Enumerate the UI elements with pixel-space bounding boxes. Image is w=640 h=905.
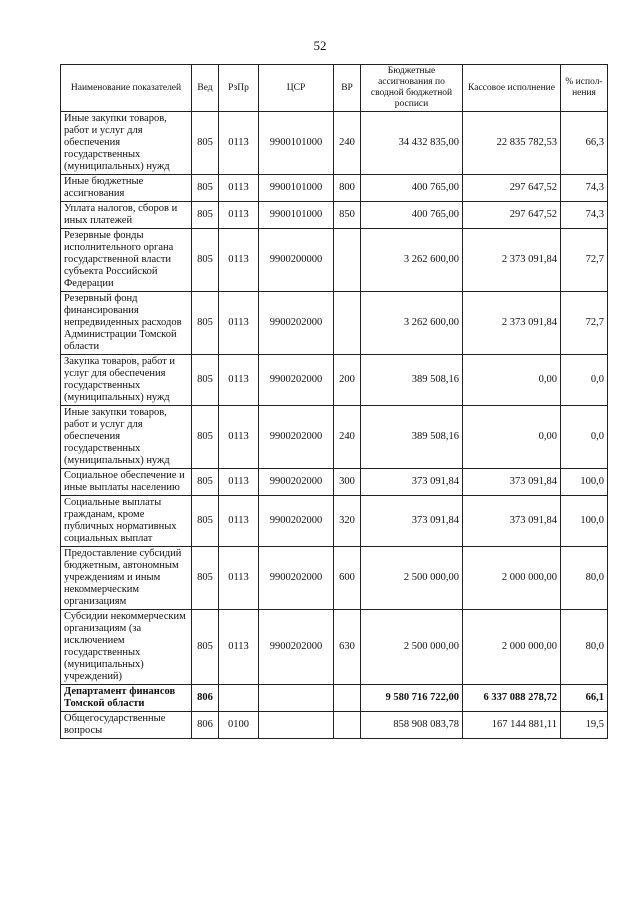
header-percent: % испол-нения — [561, 65, 608, 112]
cell-percent: 80,0 — [561, 547, 608, 610]
cell-budget: 373 091,84 — [361, 469, 463, 496]
cell-vr: 240 — [334, 406, 361, 469]
cell-percent: 0,0 — [561, 406, 608, 469]
cell-cash: 2 373 091,84 — [463, 229, 561, 292]
header-budget: Бюджетные ассигнования по сводной бюджетной росписи — [361, 65, 463, 112]
table-row — [61, 112, 608, 175]
cell-cash: 297 647,52 — [463, 202, 561, 229]
cell-name: Уплата налогов, сборов и иных платежей — [61, 202, 192, 229]
cell-cash: 373 091,84 — [463, 469, 561, 496]
cell-vr: 300 — [334, 469, 361, 496]
cell-budget: 389 508,16 — [361, 355, 463, 406]
cell-vr: 800 — [334, 175, 361, 202]
cell-vr: 850 — [334, 202, 361, 229]
header-vr: ВР — [334, 65, 361, 112]
cell-csr: 9900202000 — [259, 406, 334, 469]
cell-csr: 9900101000 — [259, 175, 334, 202]
cell-percent: 66,1 — [561, 685, 608, 712]
table-row — [61, 202, 608, 229]
header-csr: ЦСР — [259, 65, 334, 112]
cell-rzpr: 0113 — [219, 175, 259, 202]
cell-name: Общегосударственные вопросы — [61, 712, 192, 739]
cell-ved: 806 — [192, 712, 219, 739]
table-row — [61, 547, 608, 610]
cell-percent: 0,0 — [561, 355, 608, 406]
cell-vr: 200 — [334, 355, 361, 406]
cell-rzpr: 0113 — [219, 112, 259, 175]
cell-ved: 805 — [192, 496, 219, 547]
cell-csr — [259, 712, 334, 739]
cell-csr: 9900202000 — [259, 292, 334, 355]
cell-budget: 400 765,00 — [361, 202, 463, 229]
cell-ved: 805 — [192, 229, 219, 292]
table-row — [61, 469, 608, 496]
cell-ved: 805 — [192, 355, 219, 406]
cell-percent: 100,0 — [561, 496, 608, 547]
cell-name: Субсидии некоммерческим организациям (за исключением государственных (муниципальных) учреждений) — [61, 610, 192, 685]
cell-budget: 373 091,84 — [361, 496, 463, 547]
cell-percent: 72,7 — [561, 229, 608, 292]
cell-csr: 9900202000 — [259, 496, 334, 547]
table-row — [61, 496, 608, 547]
cell-ved: 805 — [192, 547, 219, 610]
header-cash: Кассовое исполнение — [463, 65, 561, 112]
cell-cash: 22 835 782,53 — [463, 112, 561, 175]
table-header-row — [61, 65, 608, 112]
cell-ved: 805 — [192, 112, 219, 175]
header-ved: Вед — [192, 65, 219, 112]
cell-csr: 9900202000 — [259, 547, 334, 610]
header-rzpr: РзПр — [219, 65, 259, 112]
cell-budget: 858 908 083,78 — [361, 712, 463, 739]
cell-percent: 100,0 — [561, 469, 608, 496]
table-row — [61, 685, 608, 712]
cell-rzpr: 0113 — [219, 469, 259, 496]
cell-percent: 19,5 — [561, 712, 608, 739]
cell-cash: 373 091,84 — [463, 496, 561, 547]
cell-rzpr: 0113 — [219, 292, 259, 355]
cell-ved: 805 — [192, 406, 219, 469]
cell-vr: 630 — [334, 610, 361, 685]
cell-cash: 167 144 881,11 — [463, 712, 561, 739]
table-row — [61, 292, 608, 355]
cell-percent: 74,3 — [561, 202, 608, 229]
cell-budget: 400 765,00 — [361, 175, 463, 202]
cell-rzpr: 0113 — [219, 496, 259, 547]
table-row — [61, 712, 608, 739]
table-body — [61, 112, 608, 739]
cell-csr: 9900202000 — [259, 610, 334, 685]
cell-csr: 9900202000 — [259, 355, 334, 406]
cell-ved: 805 — [192, 469, 219, 496]
cell-name: Департамент финансов Томской области — [61, 685, 192, 712]
cell-rzpr: 0113 — [219, 355, 259, 406]
cell-vr — [334, 292, 361, 355]
table-row — [61, 229, 608, 292]
cell-csr: 9900101000 — [259, 202, 334, 229]
page-number: 52 — [313, 38, 327, 53]
table-row — [61, 175, 608, 202]
cell-csr — [259, 685, 334, 712]
cell-budget: 2 500 000,00 — [361, 547, 463, 610]
cell-name: Резервные фонды исполнительного органа государственной власти субъекта Российской Федерации — [61, 229, 192, 292]
cell-budget: 2 500 000,00 — [361, 610, 463, 685]
cell-name: Социальное обеспечение и иные выплаты населению — [61, 469, 192, 496]
cell-ved: 805 — [192, 202, 219, 229]
cell-cash: 0,00 — [463, 355, 561, 406]
cell-rzpr — [219, 685, 259, 712]
cell-budget: 389 508,16 — [361, 406, 463, 469]
table-row — [61, 406, 608, 469]
cell-csr: 9900101000 — [259, 112, 334, 175]
cell-cash: 2 373 091,84 — [463, 292, 561, 355]
cell-percent: 80,0 — [561, 610, 608, 685]
cell-cash: 6 337 088 278,72 — [463, 685, 561, 712]
cell-vr: 320 — [334, 496, 361, 547]
cell-name: Иные бюджетные ассигнования — [61, 175, 192, 202]
cell-rzpr: 0113 — [219, 610, 259, 685]
cell-budget: 34 432 835,00 — [361, 112, 463, 175]
cell-budget: 9 580 716 722,00 — [361, 685, 463, 712]
cell-name: Резервный фонд финансирования непредвиденных расходов Администрации Томской области — [61, 292, 192, 355]
cell-ved: 805 — [192, 175, 219, 202]
cell-name: Социальные выплаты гражданам, кроме публичных нормативных социальных выплат — [61, 496, 192, 547]
table-row — [61, 610, 608, 685]
table-row — [61, 355, 608, 406]
cell-rzpr: 0113 — [219, 547, 259, 610]
cell-vr: 600 — [334, 547, 361, 610]
cell-ved: 805 — [192, 610, 219, 685]
cell-vr — [334, 685, 361, 712]
cell-cash: 2 000 000,00 — [463, 547, 561, 610]
cell-rzpr: 0100 — [219, 712, 259, 739]
cell-name: Иные закупки товаров, работ и услуг для обеспечения государственных (муниципальных) нужд — [61, 112, 192, 175]
cell-csr: 9900202000 — [259, 469, 334, 496]
cell-name: Закупка товаров, работ и услуг для обеспечения государственных (муниципальных) нужд — [61, 355, 192, 406]
cell-vr — [334, 229, 361, 292]
header-name: Наименование показателей — [61, 65, 192, 112]
cell-vr — [334, 712, 361, 739]
cell-percent: 72,7 — [561, 292, 608, 355]
cell-rzpr: 0113 — [219, 229, 259, 292]
cell-name: Иные закупки товаров, работ и услуг для обеспечения государственных (муниципальных) нужд — [61, 406, 192, 469]
cell-rzpr: 0113 — [219, 202, 259, 229]
cell-cash: 2 000 000,00 — [463, 610, 561, 685]
cell-vr: 240 — [334, 112, 361, 175]
cell-ved: 805 — [192, 292, 219, 355]
cell-cash: 297 647,52 — [463, 175, 561, 202]
cell-percent: 74,3 — [561, 175, 608, 202]
cell-percent: 66,3 — [561, 112, 608, 175]
cell-name: Предоставление субсидий бюджетным, автономным учреждениям и иным некоммерческим организациям — [61, 547, 192, 610]
cell-rzpr: 0113 — [219, 406, 259, 469]
budget-execution-table — [60, 64, 608, 739]
cell-ved: 806 — [192, 685, 219, 712]
cell-budget: 3 262 600,00 — [361, 229, 463, 292]
cell-budget: 3 262 600,00 — [361, 292, 463, 355]
cell-csr: 9900200000 — [259, 229, 334, 292]
cell-cash: 0,00 — [463, 406, 561, 469]
